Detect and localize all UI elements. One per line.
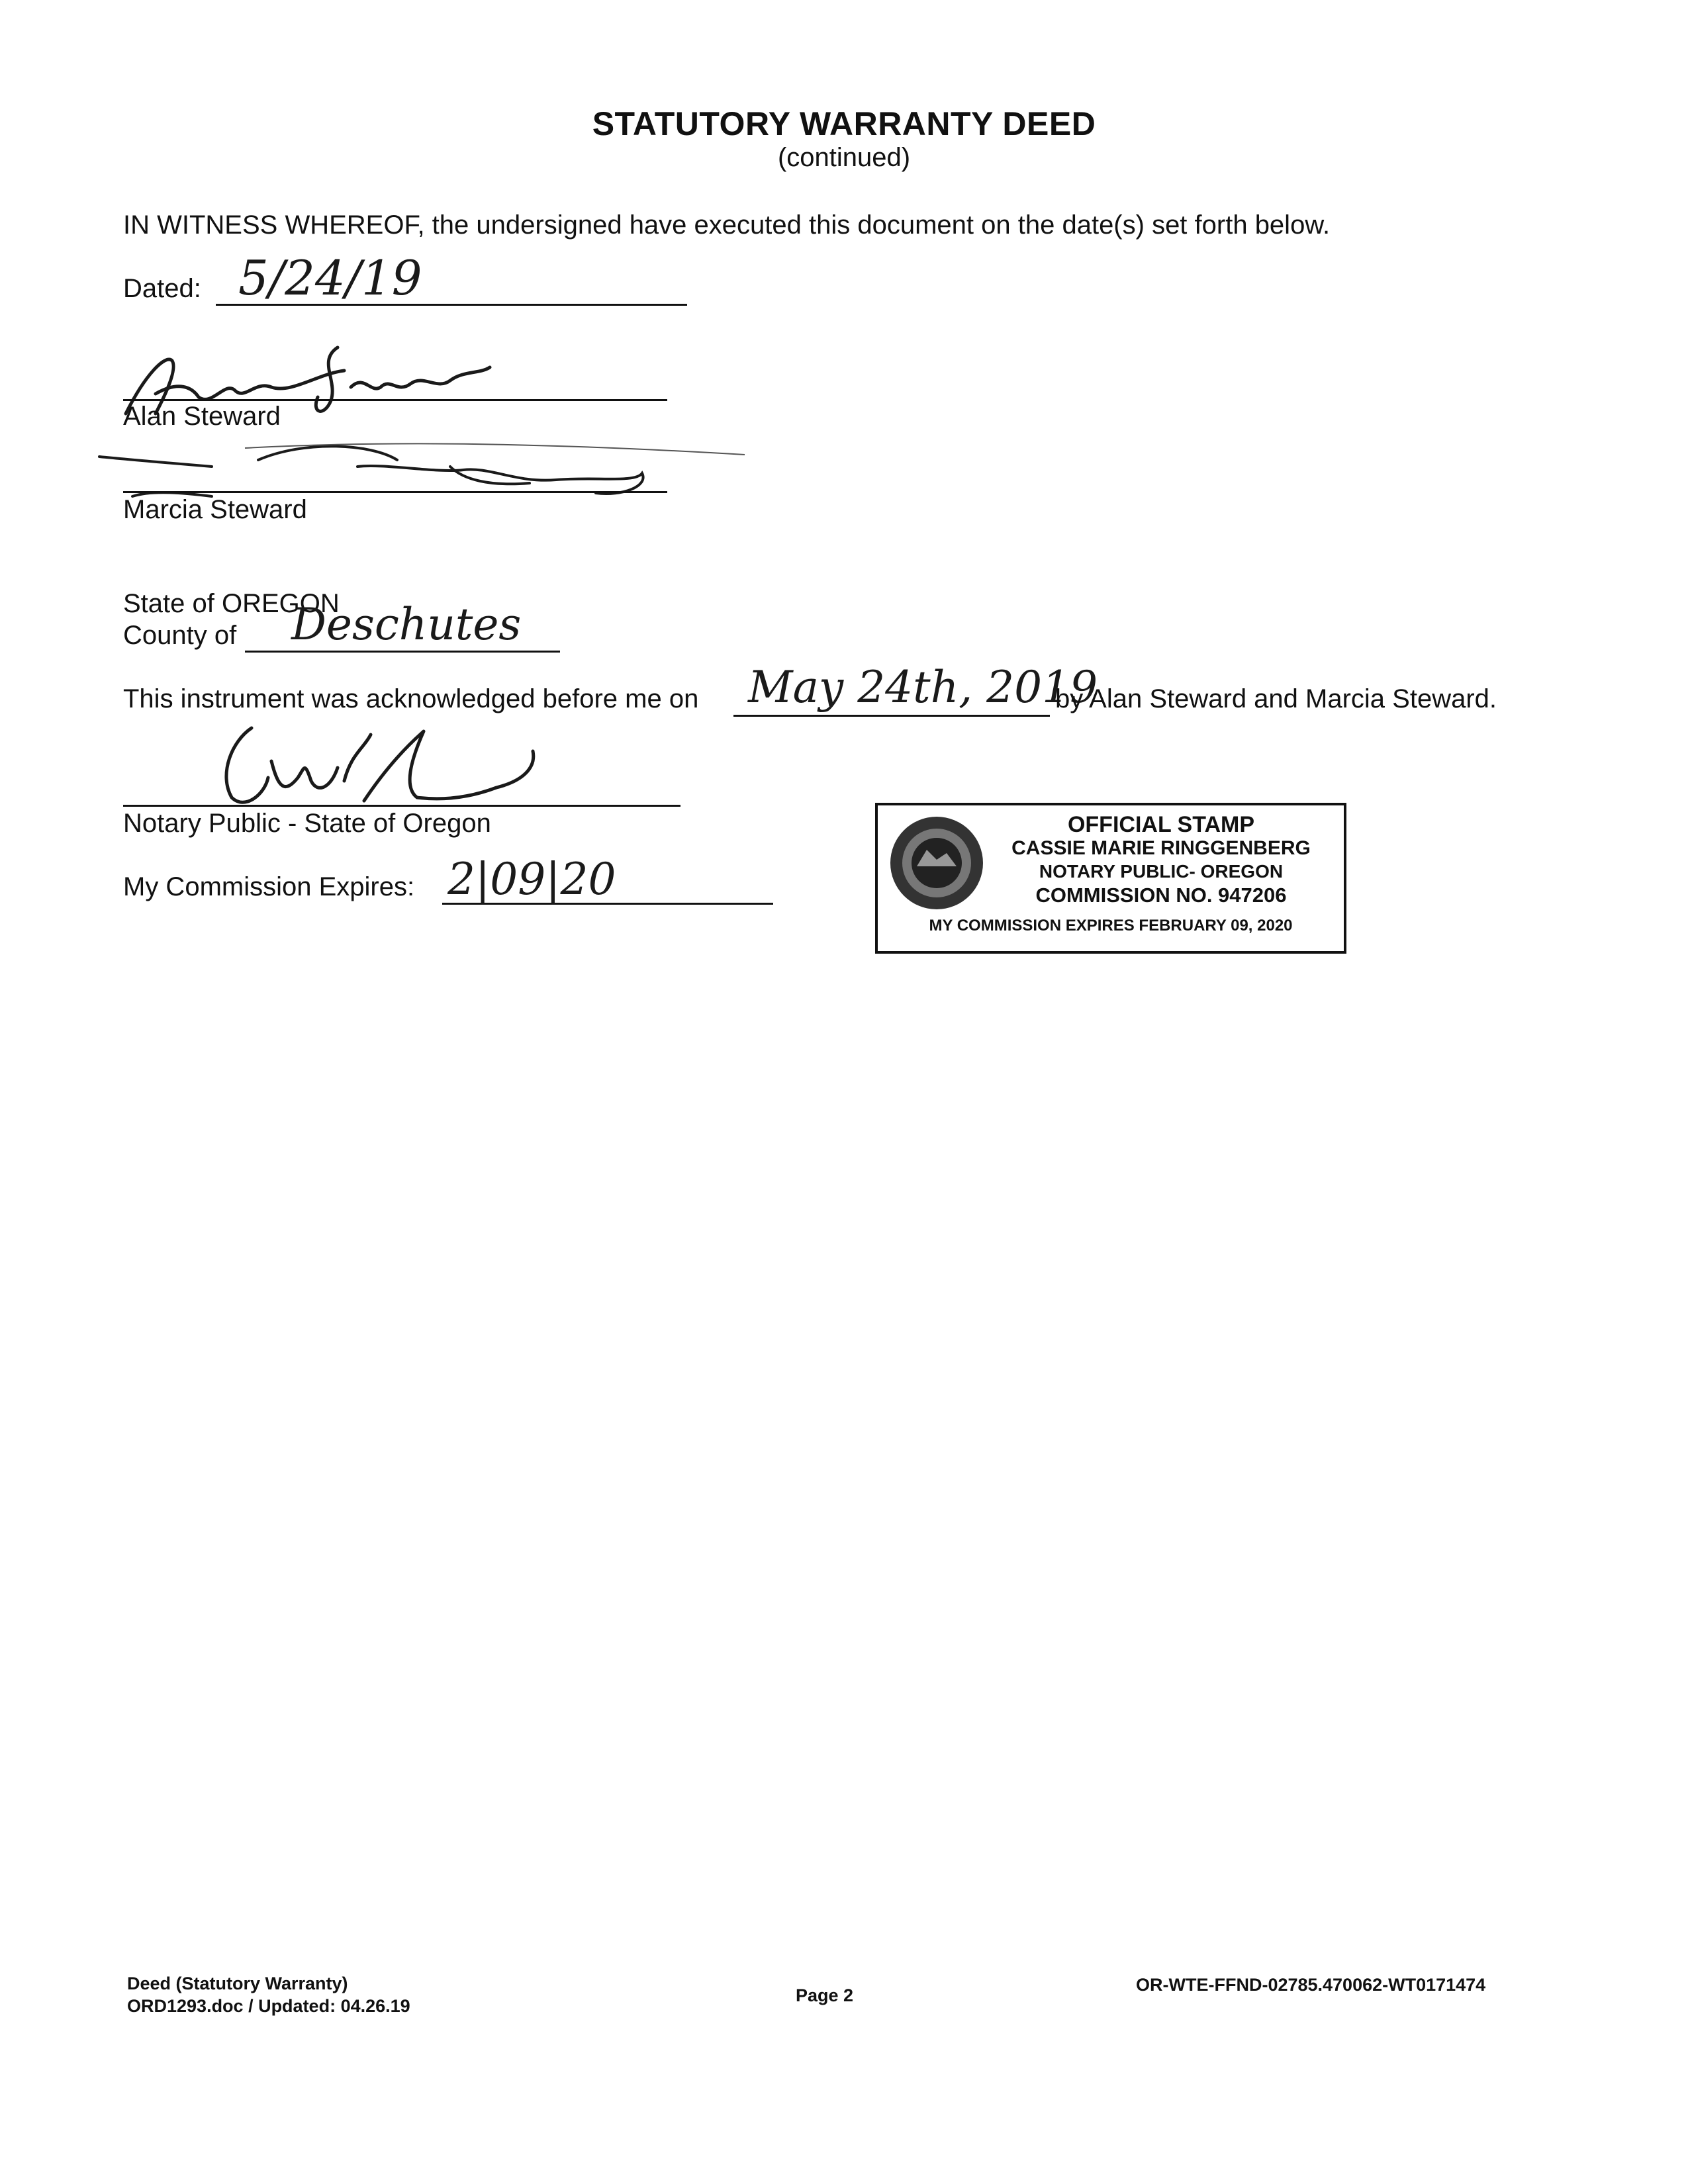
witness-statement: IN WITNESS WHEREOF, the undersigned have executed this document on the date(s) set forth below. [123, 210, 1331, 240]
oregon-seal-icon [887, 813, 986, 913]
county-line [245, 651, 560, 653]
acknowledgment-date-line [733, 715, 1050, 717]
notary-signature-line [123, 805, 680, 807]
state-line: State of OREGON [123, 589, 340, 618]
dated-handwritten: 5/24/19 [238, 250, 422, 306]
stamp-line-5: MY COMMISSION EXPIRES FEBRUARY 09, 2020 [929, 917, 1293, 934]
county-label: County of [123, 621, 237, 650]
document-subtitle: (continued) [777, 143, 911, 172]
marcia-signature-line [123, 491, 667, 493]
stamp-line-3: NOTARY PUBLIC- OREGON [1039, 861, 1284, 882]
footer-doc-type: Deed (Statutory Warranty) [127, 1974, 348, 1993]
footer-doc-file: ORD1293.doc / Updated: 04.26.19 [127, 1996, 410, 2016]
notary-title: Notary Public - State of Oregon [123, 809, 491, 838]
signer-name-marcia: Marcia Steward [123, 495, 307, 524]
stamp-line-4: COMMISSION NO. 947206 [1035, 884, 1287, 907]
county-handwritten: Deschutes [291, 599, 522, 650]
stamp-line-1: OFFICIAL STAMP [1067, 812, 1255, 837]
official-notary-stamp [875, 803, 1346, 954]
signer-name-alan: Alan Steward [123, 402, 281, 431]
footer-reference: OR-WTE-FFND-02785.470062-WT0171474 [1136, 1975, 1486, 1995]
footer-page-number: Page 2 [796, 1985, 854, 2005]
document-title: STATUTORY WARRANTY DEED [592, 105, 1096, 142]
stamp-line-2: CASSIE MARIE RINGGENBERG [1011, 837, 1311, 859]
dated-label: Dated: [123, 274, 201, 303]
notary-signature [205, 715, 549, 814]
acknowledgment-date-handwritten: May 24th, 2019 [748, 662, 1098, 713]
acknowledgment-suffix: by Alan Steward and Marcia Steward. [1055, 684, 1497, 713]
commission-handwritten: 2|09|20 [447, 854, 616, 905]
acknowledgment-prefix: This instrument was acknowledged before me on [123, 684, 699, 713]
alan-signature-line [123, 399, 667, 401]
commission-label: My Commission Expires: [123, 872, 415, 901]
